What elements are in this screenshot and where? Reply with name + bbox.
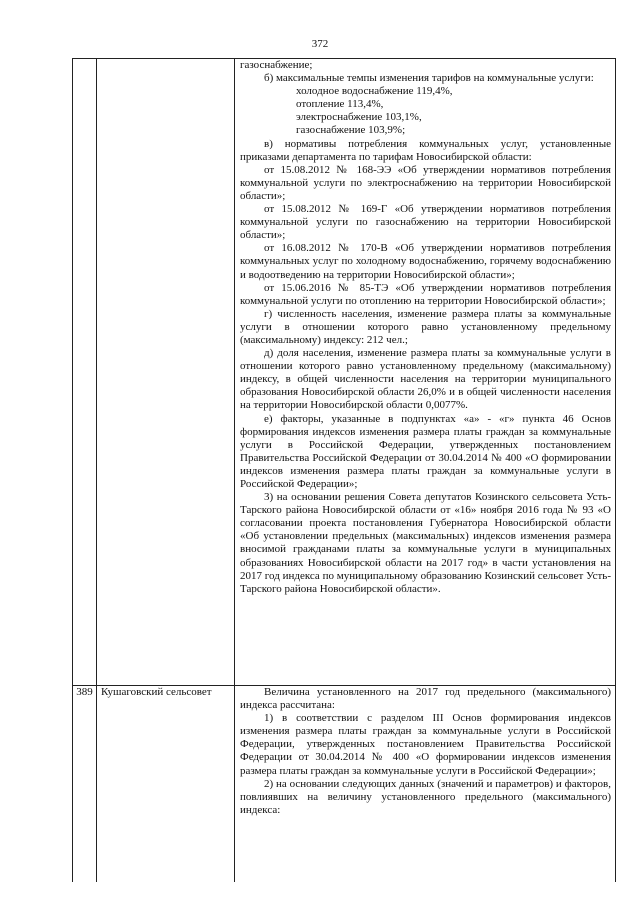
paragraph: 2) на основании следующих данных (значений и параметров) и факторов, повлиявших на величину установленного предельного (максимального) индекса:	[240, 777, 611, 816]
paragraph: 3) на основании решения Совета депутатов Козинского сельсовета Усть-Тарского района Новосибирской области от «16» ноября 2016 года № 93 «О согласовании проекта постановления Губернатора Новосибирской области «Об установлении предельных (максимальных) индексов изменения размера вносимой гражданами платы за коммунальные услуги в муниципальных образованиях Новосибирской области на 2017 год» в части установления на 2017 год индекса по муниципальному образованию Козинский сельсовет Усть-Тарского района Новосибирской области».	[240, 491, 611, 595]
row-number-cell: 389	[73, 686, 97, 883]
paragraph: от 15.08.2012 № 168-ЭЭ «Об утверждении нормативов потребления коммунальной услуги по электроснабжению на территории Новосибирской области»;	[240, 163, 611, 202]
municipality-name-cell	[97, 59, 235, 686]
page-number: 372	[311, 38, 329, 50]
row-number-cell	[73, 59, 97, 686]
paragraph: от 15.08.2012 № 169-Г «Об утверждении нормативов потребления коммунальной услуги по газоснабжению на территории Новосибирской области»;	[240, 203, 611, 242]
list-item: электроснабжение 103,1%,	[296, 111, 422, 124]
paragraph: от 15.06.2016 № 85-ТЭ «Об утверждении нормативов потребления коммунальной услуги по отоплению на территории Новосибирской области»;	[240, 281, 611, 307]
paragraph: от 16.08.2012 № 170-В «Об утверждении нормативов потребления коммунальных услуг по холодному водоснабжению, горячему водоснабжению и водоотведению на территории Новосибирской области»;	[240, 242, 611, 281]
description-cell	[235, 59, 616, 686]
paragraph: Величина установленного на 2017 год предельного (максимального) индекса рассчитана:	[240, 686, 611, 712]
paragraph: газоснабжение;	[240, 59, 313, 71]
index-table	[72, 58, 616, 882]
municipality-name-cell: Кушаговский сельсовет	[97, 686, 235, 883]
table-row	[73, 686, 616, 883]
paragraph: 1) в соответствии с разделом III Основ формирования индексов изменения размера платы граждан за коммунальные услуги в Российской Федерации, утвержденных постановлением Правительства Российской Федерации от 30.04.2014 № 400 «О формировании индексов изменения размера платы граждан за коммунальные услуги в Российской Федерации»;	[240, 712, 611, 777]
paragraph: д) доля населения, изменение размера платы за коммунальные услуги в отношении которого равно установленному предельному (максимальному) индексу, в общей численности населения на территории муниципального образования Новосибирской области 26,0% и в общей численности населения на территории Новосибирской области 0,0077%.	[240, 347, 611, 412]
paragraph: в) нормативы потребления коммунальных услуг, установленные приказами департамента по тарифам Новосибирской области:	[240, 137, 611, 163]
paragraph: б) максимальные темпы изменения тарифов на коммунальные услуги:	[264, 72, 594, 85]
paragraph: е) факторы, указанные в подпунктах «а» - «г» пункта 46 Основ формирования индексов изменения размера платы граждан за коммунальные услуги в Российской Федерации, утвержденных постановлением Правительства Российской Федерации от 30.04.2014 № 400 «О формировании индексов изменения размера платы граждан за коммунальные услуги в Российской Федерации»;	[240, 412, 611, 490]
paragraph: г) численность населения, изменение размера платы за коммунальные услуги в отношении которого равно установленному предельному (максимальному) индексу: 212 чел.;	[240, 307, 611, 346]
list-item: отопление 113,4%,	[296, 98, 384, 111]
description-cell	[235, 686, 616, 883]
list-item: холодное водоснабжение 119,4%,	[296, 85, 453, 98]
table-row	[73, 59, 616, 686]
list-item: газоснабжение 103,9%;	[296, 124, 406, 137]
